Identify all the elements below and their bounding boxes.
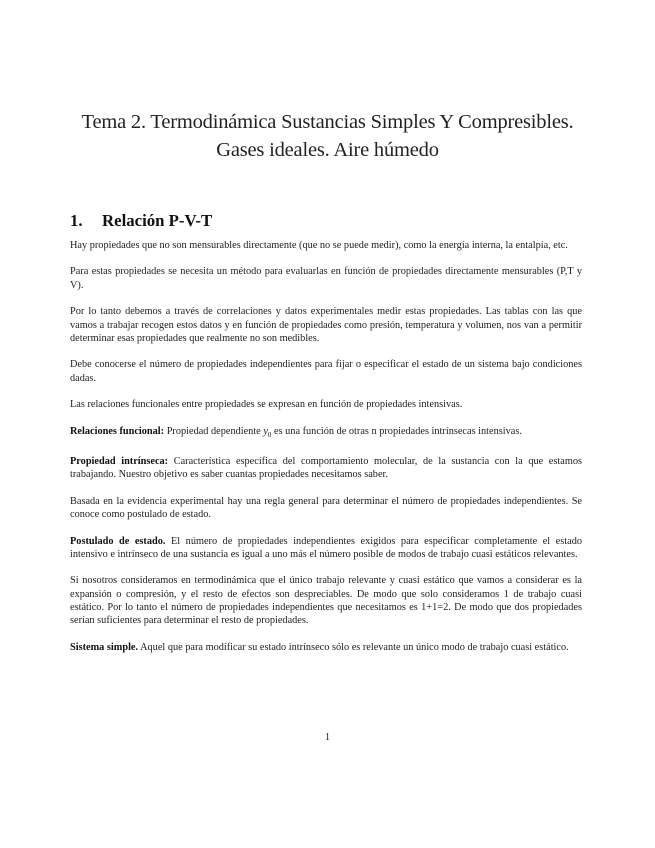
section-title: Relación P-V-T — [102, 211, 213, 230]
paragraph-10: Si nosotros consideramos en termodinámica que el único trabajo relevante y cuasi estático que vamos a considerar es la expansión o compresión, y el resto de efectos son despreciables. De modo que solo consideramos 1 de trabajo cuasi estático. Por lo tanto el número de propiedades independientes que necesitamos es 1+1=2. De modo que dos propiedades serían suficientes para determinar el resto de propiedades. — [70, 575, 582, 627]
page-number: 1 — [324, 732, 331, 743]
term-postulado-de-estado: Postulado de estado. — [70, 535, 166, 547]
paragraph-8: Basada en la evidencia experimental hay una regla general para determinar el número de propiedades independientes. Se conoce como postulado de estado. — [70, 495, 582, 521]
document-title: Tema 2. Termodinámica Sustancias Simples Y Compresibles. Gases ideales. Aire húmedo — [81, 111, 574, 161]
paragraph-5: Las relaciones funcionales entre propiedades se expresan en función de propiedades intensivas. — [70, 399, 463, 411]
paragraph-4: Debe conocerse el número de propiedades independientes para fijar o especificar el estado de un sistema bajo condiciones dadas. — [70, 359, 582, 384]
paragraph-9 — [70, 535, 582, 562]
term-sistema-simple: Sistema simple. — [70, 641, 139, 653]
variable-y0 — [263, 426, 271, 437]
paragraph-11-text: Aquel que para modificar su estado intrínseco sólo es relevante un único modo de trabajo cuasi estático. — [140, 641, 569, 653]
paragraph-6 — [70, 425, 582, 442]
variable-subscript: 0 — [267, 430, 272, 439]
paragraph-7 — [70, 455, 582, 482]
section-heading — [70, 209, 590, 233]
body-text — [70, 239, 582, 667]
paragraph-3: Por lo tanto debemos a través de correlaciones y datos experimentales medir estas propiedades. Las tablas con las que vamos a trabajar recogen estos datos y en función de propiedades como presión, temperatura y volumen, nos van a permitir determinar esas propiedades que realmente no son medibles. — [70, 306, 582, 344]
term-propiedad-intrinseca: Propiedad intrínseca: — [70, 456, 169, 468]
section-number: 1. — [70, 211, 83, 230]
term-relaciones-funcional: Relaciones funcional: — [70, 425, 165, 437]
paragraph-6-text-a: Propiedad dependiente — [166, 425, 261, 437]
paragraph-1: Hay propiedades que no son mensurables directamente (que no se puede medir), como la energía interna, la entalpía, etc. — [70, 240, 568, 251]
variable-y: y — [263, 425, 268, 437]
paragraph-2: Para estas propiedades se necesita un método para evaluarlas en función de propiedades directamente mensurables (P,T y V). — [70, 266, 582, 291]
paragraph-11 — [70, 641, 582, 654]
paragraph-9-text: El número de propiedades independientes exigidos para especificar completamente el estado intensivo e intrínseco de una sustancia es igual a uno más el número posible de modos de trabajo cuasi estáticos relevantes. — [70, 535, 582, 560]
paragraph-7-text: Característica específica del comportamiento molecular, de la sustancia con la que estamos trabajando. Nuestro objetivo es saber cuantas propiedades necesitamos saber. — [70, 456, 582, 481]
paragraph-6-text-b: es una función de otras n propiedades intrínsecas intensivas. — [274, 425, 522, 437]
